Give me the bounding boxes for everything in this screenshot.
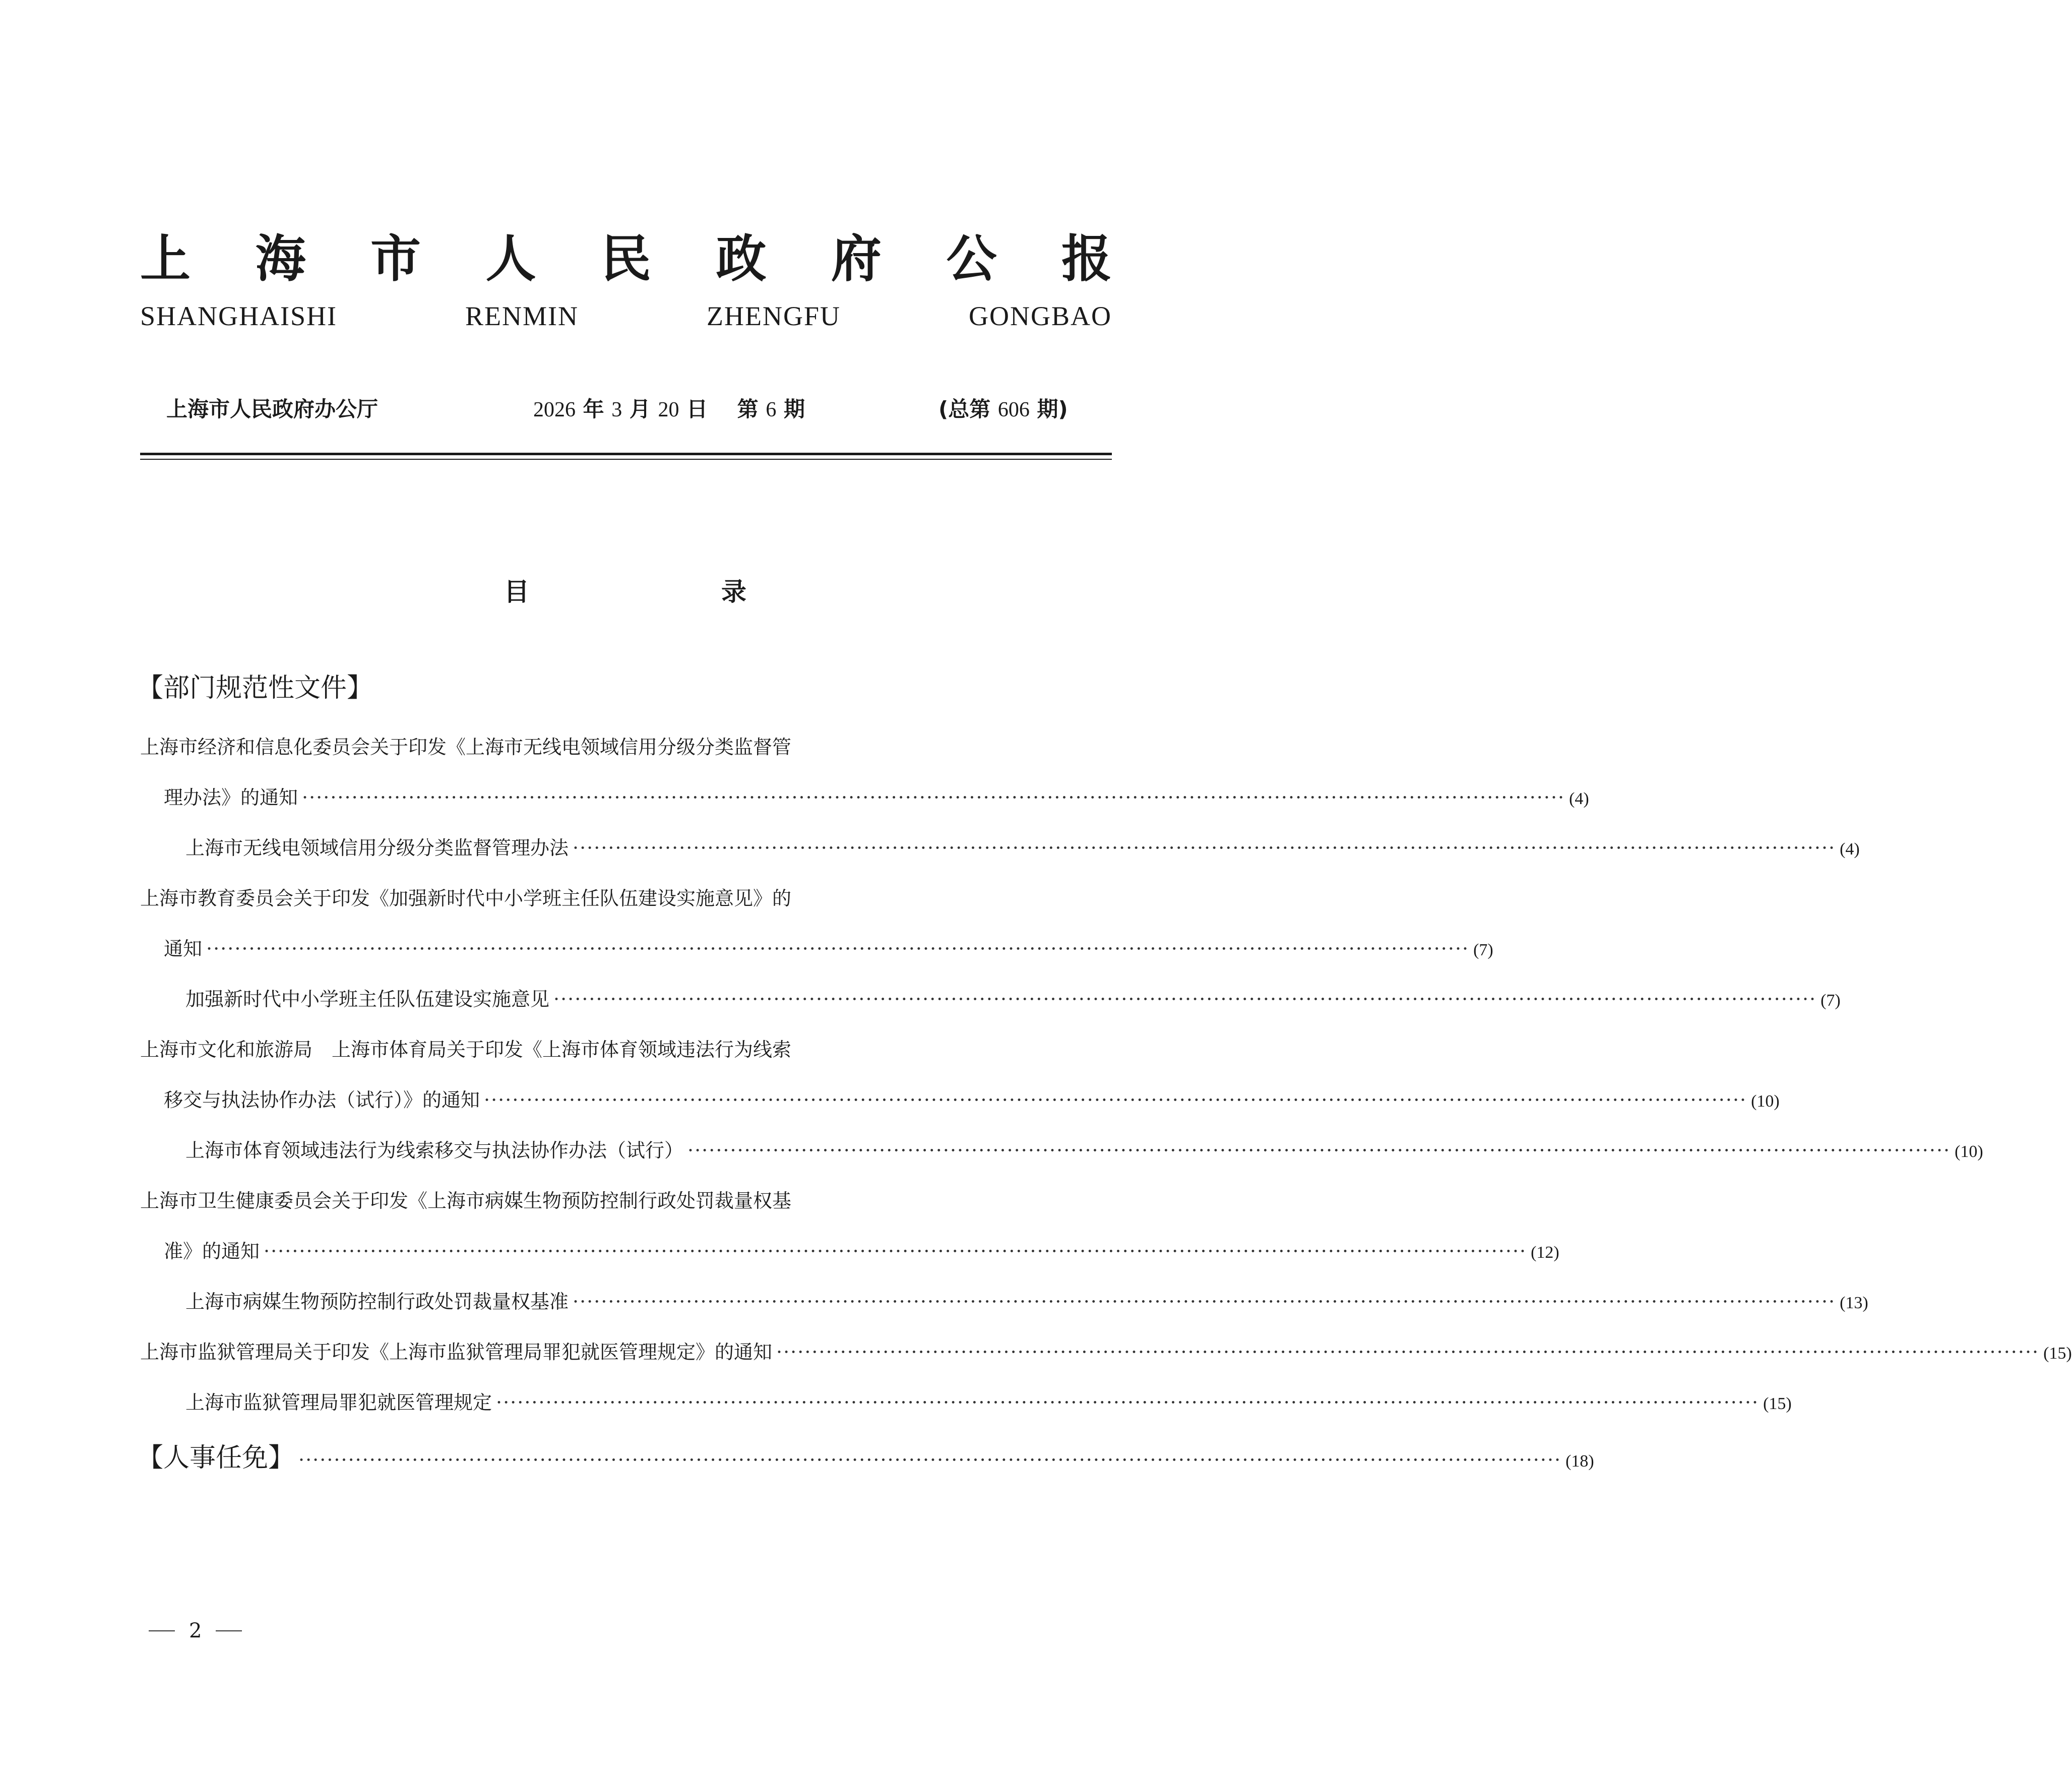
leader-dots: ·················································································································································································· [264,1240,1527,1262]
dash-left [149,1630,175,1631]
header-rule-thick [140,453,1112,455]
toc-entry-title: 上海市体育领域违法行为线索移交与执法协作办法（试行） [185,1139,684,1162]
toc-entry[interactable] [137,1440,1594,1476]
total-number: 606 [997,398,1030,421]
toc-entry[interactable] [140,732,791,762]
toc-heading-char: 录 [721,577,746,606]
journal-title [140,226,1112,291]
total-prefix: (总第 [938,397,991,421]
toc-entry-title: 通知 [164,938,203,960]
toc-entry-title: 移交与执法协作办法（试行）》的通知 [164,1089,480,1111]
toc-entry-title: 上海市监狱管理局罪犯就医管理规定 [185,1391,492,1414]
day-unit: 日 [686,397,708,421]
title-char: 上 [140,229,191,288]
pinyin-word: RENMIN [465,301,579,331]
toc-entry-title: 上海市经济和信息化委员会关于印发《上海市无线电领域信用分级分类监督管 [140,736,792,758]
toc-entry[interactable] [164,782,1589,813]
issue-date [533,393,805,425]
toc-page-number: (12) [1531,1243,1559,1262]
title-char: 公 [946,229,997,288]
toc-entry[interactable] [185,1135,1983,1166]
toc-entry[interactable] [185,1287,1868,1317]
toc-entry-title: 加强新时代中小学班主任队伍建设实施意见 [185,988,550,1010]
leader-dots: ·················································································································································································· [298,1449,1562,1471]
year-unit: 年 [583,397,604,421]
month-unit: 月 [629,397,651,421]
toc-entry[interactable] [164,934,1493,964]
leader-dots: ·················································································································································································· [573,1291,1836,1313]
toc-page-number: (18) [1565,1452,1594,1471]
page-number-value: 2 [189,1619,202,1642]
dash-right [216,1630,242,1631]
issue-prefix: 第 [737,397,759,421]
leader-dots: ·················································································································································································· [573,837,1836,859]
toc-page-number: (10) [1751,1092,1780,1111]
leader-dots: ·················································································································································································· [687,1139,1951,1162]
publisher: 上海市人民政府办公厅 [166,397,379,421]
toc-entry-title: 上海市文化和旅游局 上海市体育局关于印发《上海市体育领域违法行为线索 [140,1039,792,1061]
title-char: 民 [601,229,651,288]
leader-dots: ·················································································································································································· [206,938,1470,960]
total-suffix: 期) [1037,397,1068,421]
toc-page-number: (7) [1473,941,1493,959]
toc-page-number: (10) [1955,1142,1983,1161]
toc-entry[interactable] [185,833,1860,863]
title-char: 人 [485,229,536,288]
pinyin-word: SHANGHAISHI [140,301,338,331]
toc-entry-title: 理办法》的通知 [164,786,298,809]
pinyin-word: GONGBAO [968,301,1112,331]
title-char: 市 [370,229,421,288]
section-heading-regulations: 【部门规范性文件】 [137,673,373,703]
toc-entry[interactable] [140,1186,791,1216]
title-char: 府 [831,229,882,288]
toc-entry-title: 上海市病媒生物预防控制行政处罚裁量权基准 [185,1291,569,1313]
toc-entry[interactable] [140,883,791,913]
toc-entry-title: 准》的通知 [164,1240,260,1262]
issue-day: 20 [658,398,679,421]
toc-entry[interactable] [140,1034,791,1065]
issue-month: 3 [611,398,622,421]
pinyin-word: ZHENGFU [706,301,841,331]
leader-dots: ·················································································································································································· [484,1089,1747,1111]
leader-dots: ·················································································································································································· [496,1391,1760,1414]
toc-heading [504,572,746,607]
toc-page-number: (4) [1840,840,1860,859]
toc-entry-title: 上海市卫生健康委员会关于印发《上海市病媒生物预防控制行政处罚裁量权基 [140,1190,792,1212]
leader-dots: ·················································································································································································· [776,1341,2040,1363]
toc-entry[interactable] [185,984,1841,1014]
title-char: 海 [255,229,306,288]
title-char: 政 [716,229,767,288]
toc-page-number: (15) [2043,1344,2072,1363]
section-heading-appointments: 【人事任免】 [137,1443,295,1473]
toc-entry[interactable] [164,1085,1780,1115]
leader-dots: ·················································································································································································· [302,786,1565,809]
toc-heading-char: 目 [504,577,529,606]
toc-entry[interactable] [140,1337,2072,1367]
toc-entry-title: 上海市无线电领域信用分级分类监督管理办法 [185,837,569,859]
toc-page-number: (4) [1569,789,1589,808]
toc-entry-title: 上海市教育委员会关于印发《加强新时代中小学班主任队伍建设实施意见》的 [140,887,792,909]
toc-page-number: (7) [1820,991,1841,1010]
page-number [149,1616,242,1646]
toc-page-number: (15) [1763,1394,1792,1413]
issue-number: 6 [766,398,777,421]
leader-dots: ·················································································································································································· [553,988,1817,1010]
toc-page-number: (13) [1840,1294,1868,1312]
title-char: 报 [1061,229,1112,288]
toc-entry[interactable] [164,1236,1559,1266]
issue-year: 2026 [533,398,576,421]
journal-pinyin-title [140,298,1112,334]
total-issue [938,393,1068,425]
toc-entry[interactable] [185,1387,1792,1418]
issue-unit: 期 [783,397,805,421]
toc-entry-title: 上海市监狱管理局关于印发《上海市监狱管理局罪犯就医管理规定》的通知 [140,1341,773,1363]
header-rule-thin [140,459,1112,460]
